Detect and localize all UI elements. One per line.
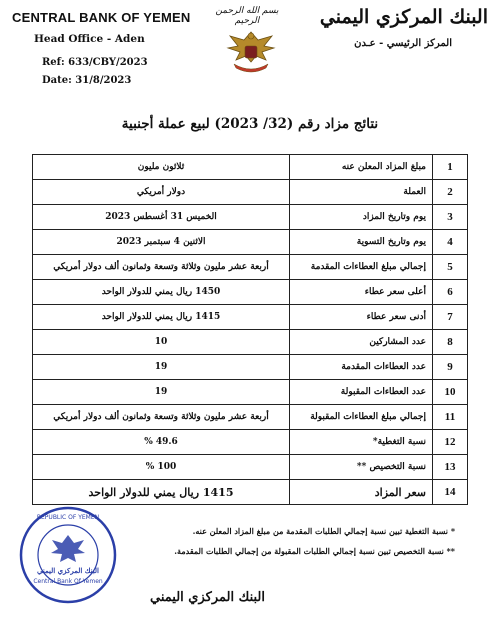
row-number: 2 <box>433 180 468 205</box>
row-value: 1450 ريال يمني للدولار الواحد <box>33 280 290 305</box>
document-date: Date: 31/8/2023 <box>42 75 132 86</box>
table-row <box>33 330 468 355</box>
row-item-label: أدنى سعر عطاء <box>290 305 433 330</box>
english-bank-name: CENTRAL BANK OF YEMEN <box>12 10 191 25</box>
table-row <box>33 455 468 480</box>
document-title: نتائج مزاد رقم (32/ 2023) لبيع عملة أجنبية <box>121 116 379 132</box>
row-value: 49.6 % <box>33 430 290 455</box>
row-number: 8 <box>433 330 468 355</box>
basmala-calligraphy: بسم الله الرحمن الرحيم <box>215 6 279 26</box>
row-number: 10 <box>433 380 468 405</box>
row-item-label: عدد المشاركين <box>290 330 433 355</box>
row-value: دولار أمريكي <box>33 180 290 205</box>
stamp-english-text: Central Bank Of Yemen <box>33 578 103 585</box>
reference-number: Ref: 633/CBY/2023 <box>42 57 148 68</box>
row-value: 1415 ريال يمني للدولار الواحد <box>33 480 290 505</box>
row-number: 13 <box>433 455 468 480</box>
row-item-label: عدد العطاءات المقبولة <box>290 380 433 405</box>
footnote-allocation: ** نسبة التخصيص تبين نسبة إجمالي الطلبات المقبولة من إجمالي الطلبات المقدمة. <box>174 546 455 556</box>
table-row <box>33 480 468 505</box>
row-number: 1 <box>433 155 468 180</box>
row-number: 9 <box>433 355 468 380</box>
yemen-emblem-icon <box>222 26 280 76</box>
row-number: 14 <box>433 480 468 505</box>
row-value: أربعة عشر مليون وثلاثة وتسعة وثمانون ألف دولار أمريكي <box>33 405 290 430</box>
row-number: 5 <box>433 255 468 280</box>
english-office-name: Head Office - Aden <box>34 33 145 45</box>
table-row <box>33 155 468 180</box>
row-value: الاثنين 4 سبتمبر 2023 <box>33 230 290 255</box>
arabic-bank-name: البنك المركزي اليمني <box>319 6 488 28</box>
auction-results-table <box>32 154 468 505</box>
row-number: 12 <box>433 430 468 455</box>
row-item-label: سعر المزاد <box>290 480 433 505</box>
row-item-label: العملة <box>290 180 433 205</box>
row-item-label: يوم وتاريخ التسوية <box>290 230 433 255</box>
row-value: 100 % <box>33 455 290 480</box>
row-item-label: يوم وتاريخ المزاد <box>290 205 433 230</box>
row-value: 19 <box>33 380 290 405</box>
stamp-eagle-icon <box>51 535 85 562</box>
row-item-label: مبلغ المزاد المعلن عنه <box>290 155 433 180</box>
arabic-office-name: المركز الرئيسي - عـدن <box>354 38 452 49</box>
table-row <box>33 230 468 255</box>
row-value: 10 <box>33 330 290 355</box>
bank-stamp-seal <box>18 505 118 605</box>
table-row <box>33 305 468 330</box>
stamp-arabic-text: البنك المركزي اليمني <box>37 566 99 575</box>
row-number: 3 <box>433 205 468 230</box>
row-item-label: إجمالي مبلغ العطاءات المقبولة <box>290 405 433 430</box>
row-value: الخميس 31 أغسطس 2023 <box>33 205 290 230</box>
row-number: 4 <box>433 230 468 255</box>
row-number: 6 <box>433 280 468 305</box>
table-row <box>33 255 468 280</box>
row-value: أربعة عشر مليون وثلاثة وتسعة وثمانون ألف دولار أمريكي <box>33 255 290 280</box>
row-item-label: نسبة التغطية* <box>290 430 433 455</box>
row-value: ثلاثون مليون <box>33 155 290 180</box>
table-row <box>33 180 468 205</box>
row-item-label: عدد العطاءات المقدمة <box>290 355 433 380</box>
table-row <box>33 380 468 405</box>
row-number: 7 <box>433 305 468 330</box>
table-row <box>33 280 468 305</box>
row-number: 11 <box>433 405 468 430</box>
stamp-republic-text: REPUBLIC OF YEMEN <box>36 514 100 521</box>
table-row <box>33 355 468 380</box>
footnote-coverage: * نسبة التغطية تبين نسبة إجمالي الطلبات المقدمة من مبلغ المزاد المعلن عنه. <box>192 526 455 536</box>
table-row <box>33 430 468 455</box>
row-item-label: إجمالي مبلغ العطاءات المقدمة <box>290 255 433 280</box>
row-value: 1415 ريال يمني للدولار الواحد <box>33 305 290 330</box>
table-row <box>33 405 468 430</box>
table-row <box>33 205 468 230</box>
signature-block: البنك المركزي اليمني <box>150 590 265 605</box>
row-item-label: نسبة التخصيص ** <box>290 455 433 480</box>
row-item-label: أعلى سعر عطاء <box>290 280 433 305</box>
row-value: 19 <box>33 355 290 380</box>
